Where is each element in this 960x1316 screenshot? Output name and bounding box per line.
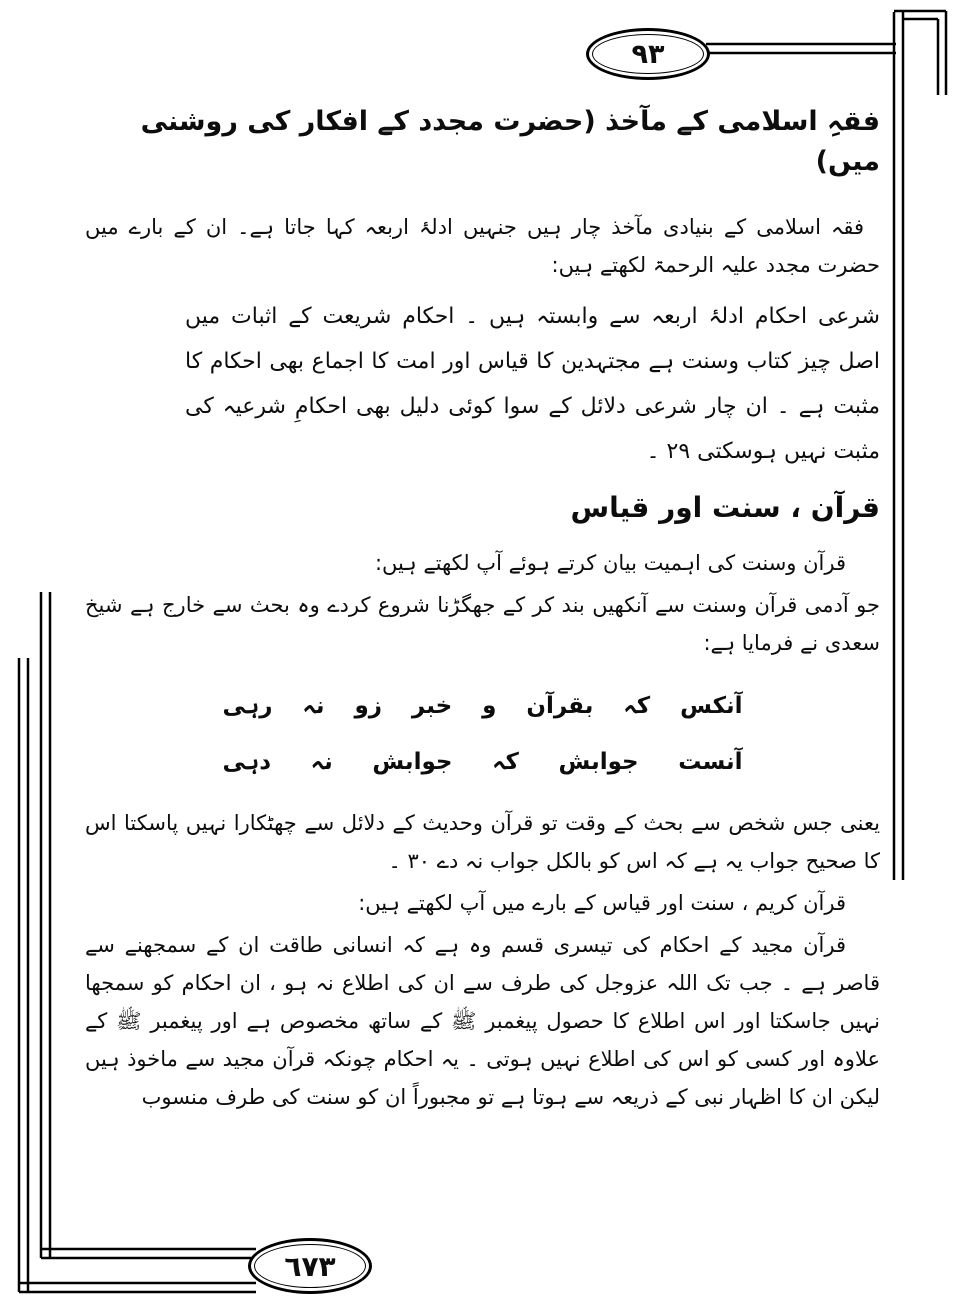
header-page-number: ۹۳ bbox=[631, 38, 665, 70]
about-paragraph: قرآن کریم ، سنت اور قیاس کے بارے میں آپ لکھتے ہیں: bbox=[358, 891, 846, 915]
intro-paragraph: فقہ اسلامی کے بنیادی مآخذ چار ہیں جنہیں ادلۂ اربعہ کہا جاتا ہے۔ ان کے بارے میں حضرت مجدد علیہ الرحمۃ لکھتے ہیں: bbox=[85, 215, 880, 277]
quote-block: شرعی احکام ادلۂ اربعہ سے وابستہ ہیں ۔ احکام شریعت کے اثبات میں اصل چیز کتاب وسنت ہے مجتہدین کا قیاس اور امت کا اجماع بھی احکام کا مثبت ہے ۔ ان چار شرعی دلائل کے سوا کوئی دلیل بھی احکامِ شرعیہ کی مثبت نہیں ہوسکتی ۲۹ ۔ bbox=[185, 304, 880, 464]
footer-page-number-frame bbox=[254, 1244, 366, 1288]
verse-line-1: آنکس کہ بقرآن و خبر زو نہ رہی bbox=[222, 693, 743, 719]
meaning-paragraph: یعنی جس شخص سے بحث کے وقت تو قرآن وحدیث کے دلائل سے چھٹکارا نہیں پاسکتا اس کا صحیح جواب یہ ہے کہ اس کو بالکل جواب نہ دے ۳۰ ۔ bbox=[85, 811, 880, 873]
footer-page-number-cartouche bbox=[248, 1238, 372, 1294]
poetry-couplet bbox=[223, 678, 743, 790]
page-title: فقہِ اسلامی کے مآخذ (حضرت مجدد کے افکار کی روشنی میں) bbox=[140, 106, 880, 177]
section-heading: قرآن ، سنت اور قیاس bbox=[570, 491, 880, 524]
quran-categories-paragraph: قرآن مجید کے احکام کی تیسری قسم وہ ہے کہ انسانی طاقت ان کے سمجھنے سے قاصر ہے ۔ جب تک اللہ عزوجل کی طرف سے ان کی اطلاع نہ ہو ، ان احکام کو سمجھا نہیں جاسکتا اور اس اطلاع کا حصول پیغمبر ﷺ کے ساتھ مخصوص ہے اور پیغمبر ﷺ کے علاوہ اور کسی کو اس کی اطلاع نہیں ہوتی ۔ یہ احکام چونکہ قرآن مجید سے ماخوذ ہیں لیکن ان کا اظہار نبی کے ذریعہ سے ہوتا ہے تو مجبوراً ان کو سنت کی طرف منسوب bbox=[85, 933, 880, 1109]
header-page-number-cartouche bbox=[586, 28, 710, 80]
importance-paragraph: قرآن وسنت کی اہمیت بیان کرتے ہوئے آپ لکھتے ہیں: bbox=[374, 551, 846, 575]
footer-page-number: ٦٧٣ bbox=[284, 1249, 336, 1283]
header-page-number-frame bbox=[592, 34, 704, 74]
dispute-paragraph: جو آدمی قرآن وسنت سے آنکھیں بند کر کے جھگڑنا شروع کردے وہ بحث سے خارج ہے شیخ سعدی نے فرمایا ہے: bbox=[85, 593, 880, 655]
verse-line-2: آنست جوابش کہ جوابش نہ دہی bbox=[222, 749, 743, 775]
page-content bbox=[85, 102, 880, 1120]
